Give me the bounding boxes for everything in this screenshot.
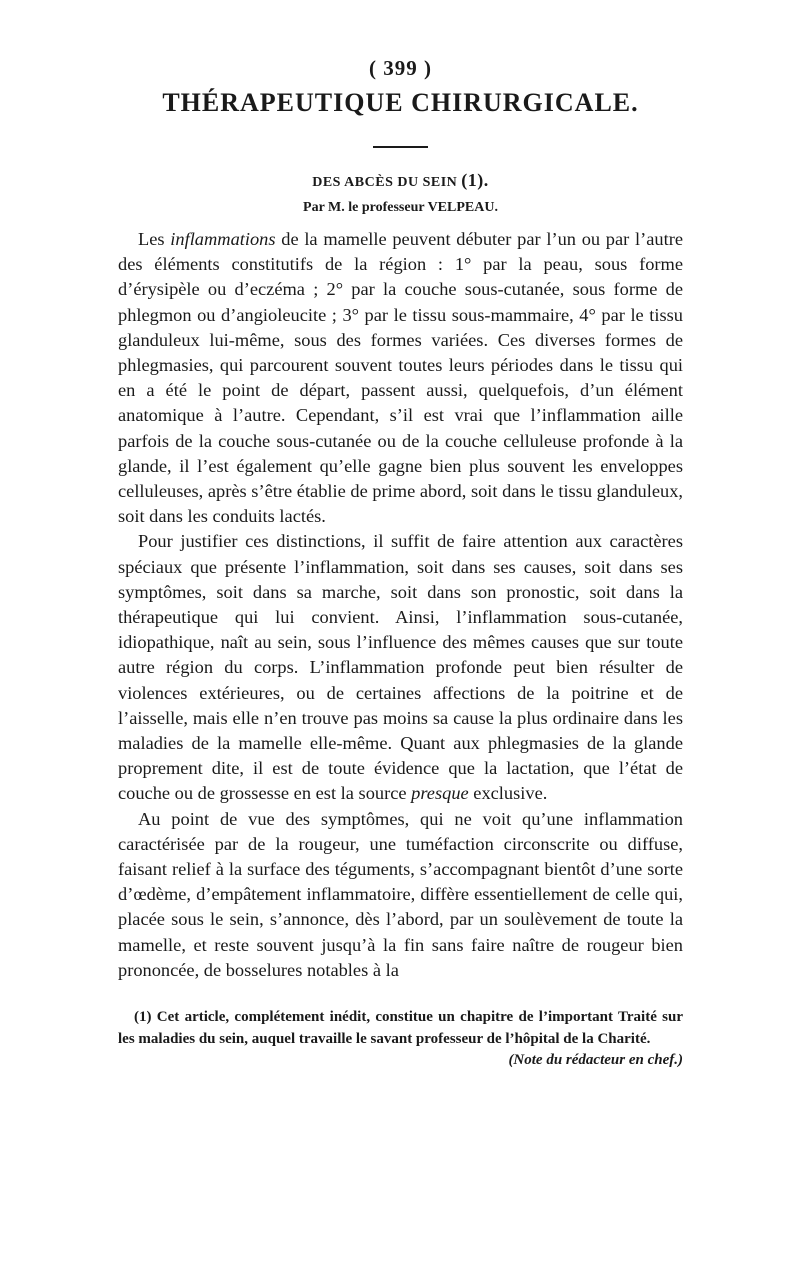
section-title: THÉRAPEUTIQUE CHIRURGICALE. [162,88,639,117]
article-title-text: DES ABCÈS DU SEIN [312,175,458,190]
paragraph-2 [118,529,683,806]
paragraph-3: Au point de vue des symptômes, qui ne voit qu’une inflammation caractérisée par de la rougeur, une tuméfaction circonscrite ou diffuse, faisant relief à la surface des téguments, s’accompagnant bientôt d’une sorte d’œdème, d’empâtement inflammatoire, diffère essentiellement de celle qui, placée sous le sein, s’annonce, dès l’abord, par un soulèvement de toute la mamelle, et reste souvent jusqu’à la fin sans faire naître de rougeur bien prononcée, de bosselures notables à la [118,808,683,980]
footnote-reference: (1). [461,170,489,190]
page-number: ( 399 ) [369,56,432,80]
footnote-text: (1) Cet article, complétement inédit, constitue un chapitre de l’important Traité sur les maladies du sein, auquel travaille le savant professeur de l’hôpital de la Charité. [118,1009,683,1047]
author-line: Par M. le professeur VELPEAU. [303,200,498,215]
article-title [118,170,683,193]
paragraph-2-emphasis: presque [411,783,469,804]
paragraph-1-rest: de la mamelle peuvent débuter par l’un ou par l’autre des éléments constitutifs de la région : 1° par la peau, sous forme d’érysipèle ou d’eczéma ; 2° par la couche sous-cutanée, sous forme de phlegmon ou d’angioleucite ; 3° par le tissu sous-mammaire, 4° par le tissu glanduleux lui-même, sous des formes variées. Ces diverses formes de phlegmasies, qui parcourent souvent toutes leurs périodes dans le tissu qui en a été le point de départ, passent aussi, quelquefois, d’un élément anatomique à l’autre. Cependant, s’il est vrai que l’inflammation aille parfois de la couche sous-cutanée ou de la couche celluleuse profonde à la glande, il l’est également qu’elle gagne bien plus souvent les enveloppes celluleuses, après s’être établie de prime abord, soit dans le tissu glanduleux, soit dans les conduits lactés. [118,229,683,527]
footnote [118,1007,683,1072]
paragraph-2-rest: exclusive. [468,783,548,804]
paragraph-2-start: Pour justifier ces distinctions, il suffit de faire attention aux caractères spéciaux que présente l’inflammation, soit dans ses causes, soit dans ses symptômes, soit dans sa marche, soit dans son pronostic, soit dans la thérapeutique qui lui convient. Ainsi, l’inflammation sous-cutanée, idiopathique, naît au sein, sous l’influence des mêmes causes que sur toute autre région du corps. L’inflammation profonde peut bien résulter de violences extérieures, ou de certaines affections de la poitrine et de l’aisselle, mais elle n’en trouve pas moins sa cause la plus ordinaire dans les maladies de la mamelle elle-même. Quant aux phlegmasies de la glande proprement dite, il est de toute évidence que la lactation, que l’état de couche ou de grossesse en est la source [118,531,683,804]
paragraph-1-emphasis: inflammations [170,229,276,249]
title-rule [373,146,428,148]
book-page [118,56,683,1072]
paragraph-1 [118,227,683,529]
paragraph-1-start: Les [138,229,171,249]
footnote-editor-note: (Note du rédacteur en chef.) [508,1052,683,1069]
